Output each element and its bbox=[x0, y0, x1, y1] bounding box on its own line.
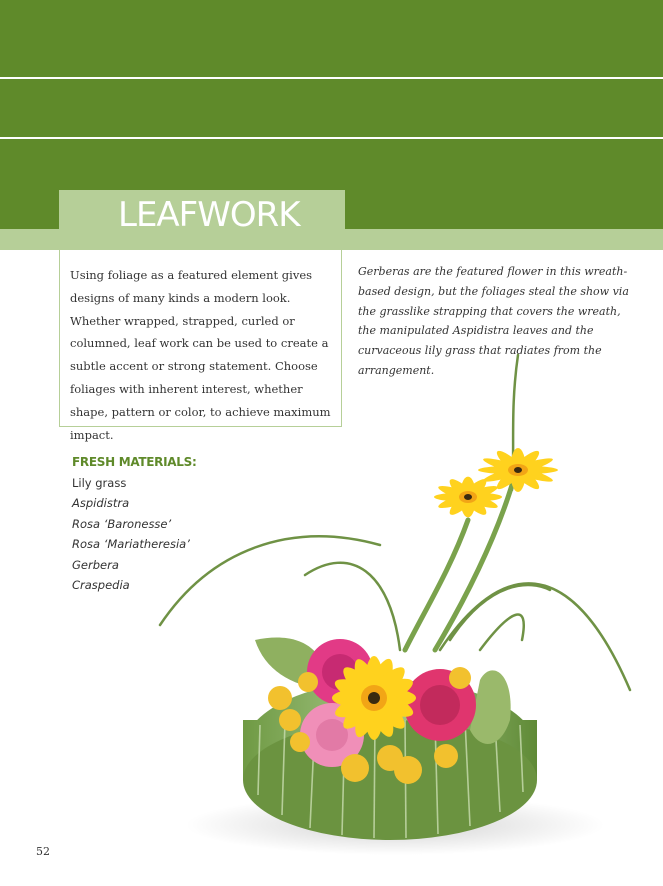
intro-paragraph: Using foliage as a featured element gives designs of many kinds a modern look. Whether wrapped, strapped, curled or columned, leaf work can be used to create a subtle accent or strong statement. Choose foliages with inherent interest, whether shape, pattern or color, to achieve maximum impact. bbox=[70, 268, 331, 442]
material-item: Gerbera bbox=[72, 557, 119, 572]
material-item: Rosa ‘Mariatheresia’ bbox=[72, 537, 190, 552]
header-band-middle bbox=[0, 79, 663, 137]
materials-heading: FRESH MATERIALS: bbox=[72, 455, 197, 469]
material-item: Aspidistra bbox=[72, 496, 130, 511]
material-item: Lily grass bbox=[72, 476, 127, 490]
wreath-arrangement-photo bbox=[150, 350, 650, 860]
material-item: Craspedia bbox=[72, 578, 130, 593]
page-title: LEAFWORK bbox=[118, 195, 300, 235]
material-item: Rosa ‘Baronesse’ bbox=[72, 516, 172, 531]
page-number: 52 bbox=[36, 845, 50, 858]
header-band-top bbox=[0, 0, 663, 77]
photo-caption: Gerberas are the featured flower in this wreath-based design, but the foliages steal the show via the grasslike strapping that covers the wreath, the manipulated Aspidistra leaves and the curvaceous lily grass that radiates from the arrangement. bbox=[358, 265, 629, 377]
